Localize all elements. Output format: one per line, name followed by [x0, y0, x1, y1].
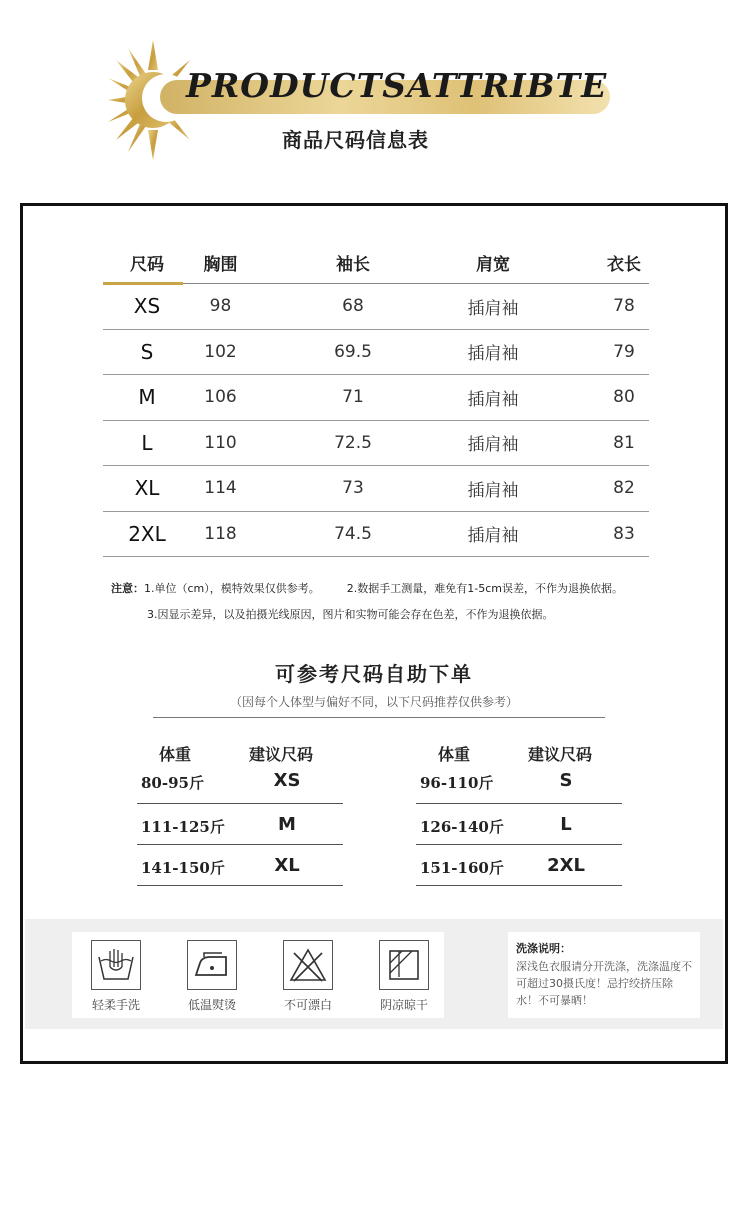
- weight-range: 96-110斤: [420, 774, 494, 792]
- recommend-row: [416, 766, 622, 804]
- header-chest: 胸围: [203, 255, 238, 275]
- hand-wash-icon: [91, 940, 141, 990]
- header-suggested-size: 建议尺码: [249, 745, 314, 764]
- wash-section: [25, 919, 723, 1029]
- recommend-title: 可参考尺码自助下单: [275, 662, 473, 686]
- header-suggested-size: 建议尺码: [528, 745, 593, 764]
- note-3: 3.因显示差异，以及拍摄光线原因，图片和实物可能会存在色差，不作为退换依据。: [147, 608, 554, 621]
- weight-range: 141-150斤: [141, 859, 225, 877]
- content-frame: [20, 203, 728, 1064]
- suggested-size: XS: [273, 770, 301, 791]
- notes-label: 注意：: [111, 582, 144, 595]
- recommend-table-header: [416, 742, 622, 766]
- recommend-subtitle: （因每个人体型与偏好不同，以下尺码推荐仅供参考）: [229, 695, 518, 709]
- shade-dry-icon: [379, 940, 429, 990]
- cell-shoulder: 插肩袖: [467, 389, 519, 410]
- wash-item: [172, 940, 252, 1013]
- header: [0, 0, 750, 190]
- size-table-header: [103, 242, 649, 284]
- table-row: [103, 330, 649, 376]
- wash-label: 阴凉晾干: [379, 998, 428, 1012]
- suggested-size: XL: [274, 855, 300, 876]
- header-weight: 体重: [159, 745, 192, 764]
- cell-size: L: [141, 430, 153, 455]
- cell-size: 2XL: [128, 521, 166, 546]
- suggested-size: L: [560, 814, 572, 835]
- cell-chest: 106: [204, 387, 237, 408]
- note-1: 1.单位（cm），模特效果仅供参考。: [144, 582, 320, 595]
- header-size: 尺码: [130, 255, 164, 275]
- header-shoulder: 肩宽: [476, 255, 510, 275]
- wash-item: [364, 940, 444, 1013]
- wash-icons-box: [72, 932, 444, 1018]
- size-table: [103, 242, 649, 557]
- cell-length: 80: [613, 387, 635, 408]
- cell-length: 79: [613, 341, 635, 362]
- cell-chest: 114: [204, 478, 237, 499]
- low-iron-icon: [187, 940, 237, 990]
- cell-size: XS: [133, 294, 161, 319]
- header-weight: 体重: [438, 745, 471, 764]
- size-notes: [111, 576, 623, 628]
- suggested-size: 2XL: [547, 855, 585, 876]
- cell-length: 83: [613, 523, 635, 544]
- cell-chest: 102: [204, 341, 237, 362]
- cell-chest: 98: [209, 296, 232, 317]
- suggested-size: M: [278, 814, 296, 835]
- table-row: [103, 512, 649, 558]
- cell-shoulder: 插肩袖: [467, 526, 519, 547]
- cell-chest: 118: [204, 523, 237, 544]
- cell-sleeve: 74.5: [334, 523, 372, 544]
- weight-range: 111-125斤: [141, 818, 225, 836]
- recommend-table-left: [137, 742, 343, 886]
- cell-shoulder: 插肩袖: [467, 435, 519, 456]
- weight-range: 151-160斤: [420, 859, 504, 877]
- wash-label: 轻柔手洗: [91, 998, 140, 1012]
- wash-item: [268, 940, 348, 1013]
- header-length: 衣长: [607, 255, 641, 275]
- wash-label: 低温熨烫: [187, 998, 236, 1012]
- recommend-table-header: [137, 742, 343, 766]
- cell-sleeve: 72.5: [334, 432, 372, 453]
- header-sleeve: 袖长: [336, 255, 370, 275]
- cell-length: 82: [613, 478, 635, 499]
- cell-shoulder: 插肩袖: [467, 298, 519, 319]
- recommend-table-right: [416, 742, 622, 886]
- recommend-divider: [153, 717, 605, 718]
- cell-length: 81: [613, 432, 635, 453]
- cell-chest: 110: [204, 432, 237, 453]
- suggested-size: S: [559, 770, 573, 791]
- cell-shoulder: 插肩袖: [467, 480, 519, 501]
- cell-size: S: [140, 339, 154, 364]
- note-2: 2.数据手工测量，难免有1-5cm误差，不作为退换依据。: [346, 582, 623, 595]
- recommend-row: [137, 766, 343, 804]
- cell-shoulder: 插肩袖: [467, 344, 519, 365]
- wash-label: 不可漂白: [283, 998, 332, 1012]
- wash-note-title: 洗涤说明：: [516, 942, 571, 955]
- weight-range: 126-140斤: [420, 818, 504, 836]
- recommend-row: [137, 845, 343, 886]
- title-chinese: 商品尺码信息表: [282, 128, 429, 152]
- recommend-row: [137, 804, 343, 845]
- table-row: [103, 375, 649, 421]
- cell-size: M: [138, 385, 156, 410]
- cell-length: 78: [613, 296, 635, 317]
- wash-note-text: 深浅色衣服请分开洗涤，洗涤温度不可超过30摄氏度！忌拧绞挤压除水！不可暴晒！: [516, 960, 692, 1007]
- weight-range: 80-95斤: [141, 774, 204, 792]
- cell-size: XL: [134, 476, 160, 501]
- cell-sleeve: 69.5: [334, 341, 372, 362]
- wash-instructions: [508, 932, 700, 1018]
- recommend-row: [416, 804, 622, 845]
- table-row: [103, 421, 649, 467]
- cell-sleeve: 73: [342, 478, 364, 499]
- table-row: [103, 466, 649, 512]
- cell-sleeve: 71: [342, 387, 364, 408]
- no-bleach-icon: [283, 940, 333, 990]
- cell-sleeve: 68: [342, 296, 364, 317]
- title-english: PRODUCTSATTRIBTE: [186, 66, 608, 105]
- recommend-row: [416, 845, 622, 886]
- wash-item: [76, 940, 156, 1013]
- table-row: [103, 284, 649, 330]
